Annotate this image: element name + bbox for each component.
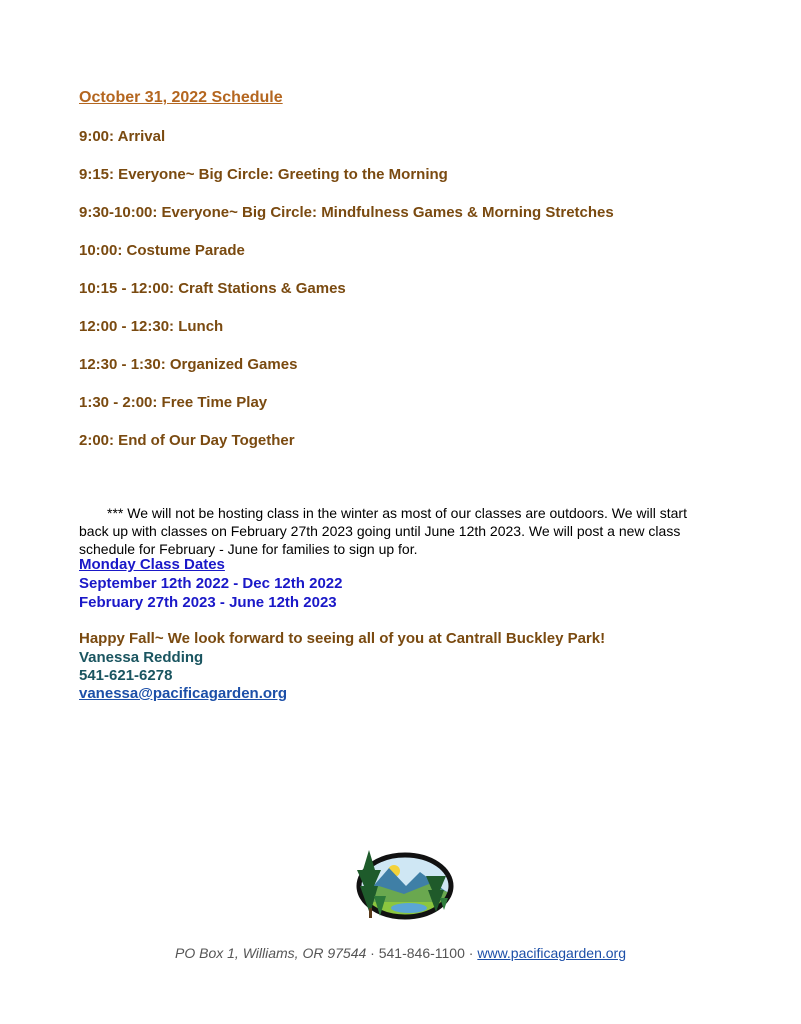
contact-name: Vanessa Redding: [79, 649, 204, 666]
schedule-item-free-time: 1:30 - 2:00: Free Time Play: [79, 394, 268, 411]
footer-phone: 541-846-1100: [378, 945, 465, 961]
footer-separator-1: ·: [366, 945, 379, 961]
contact-email-row: [79, 685, 287, 703]
footer-separator-2: ·: [464, 945, 478, 961]
schedule-item-organized-games: 12:30 - 1:30: Organized Games: [79, 356, 298, 373]
schedule-item-mindfulness: 9:30-10:00: Everyone~ Big Circle: Mindfulness Games & Morning Stretches: [79, 204, 614, 221]
schedule-item-costume-parade: 10:00: Costume Parade: [79, 242, 245, 259]
schedule-item-craft-stations: 10:15 - 12:00: Craft Stations & Games: [79, 280, 346, 297]
pacifica-garden-logo-icon: [354, 846, 456, 922]
class-dates-heading-row: [79, 556, 225, 574]
footer-website-link[interactable]: www.pacificagarden.org: [477, 945, 626, 961]
schedule-title: October 31, 2022 Schedule: [79, 89, 283, 106]
schedule-item-lunch: 12:00 - 12:30: Lunch: [79, 318, 224, 335]
winter-note: [79, 504, 719, 558]
schedule-item-arrival: 9:00: Arrival: [79, 128, 166, 145]
footer: [0, 945, 801, 961]
closing-message: Happy Fall~ We look forward to seeing all of you at Cantrall Buckley Park!: [79, 630, 606, 647]
winter-note-text: *** We will not be hosting class in the winter as most of our classes are outdoors. We will start back up with classes on February 27th 2023 going until June 12th 2023. We will post a new class schedule for February - June for families to sign up for.: [79, 505, 687, 557]
footer-address: PO Box 1, Williams, OR 97544: [175, 945, 367, 961]
contact-phone: 541-621-6278: [79, 667, 173, 684]
schedule-item-end-of-day: 2:00: End of Our Day Together: [79, 432, 295, 449]
class-dates-range-spring: February 27th 2023 - June 12th 2023: [79, 594, 337, 611]
class-dates-heading[interactable]: Monday Class Dates: [79, 556, 225, 573]
contact-email-link[interactable]: vanessa@pacificagarden.org: [79, 685, 288, 702]
class-dates-range-fall: September 12th 2022 - Dec 12th 2022: [79, 575, 343, 592]
schedule-item-greeting: 9:15: Everyone~ Big Circle: Greeting to the Morning: [79, 166, 448, 183]
